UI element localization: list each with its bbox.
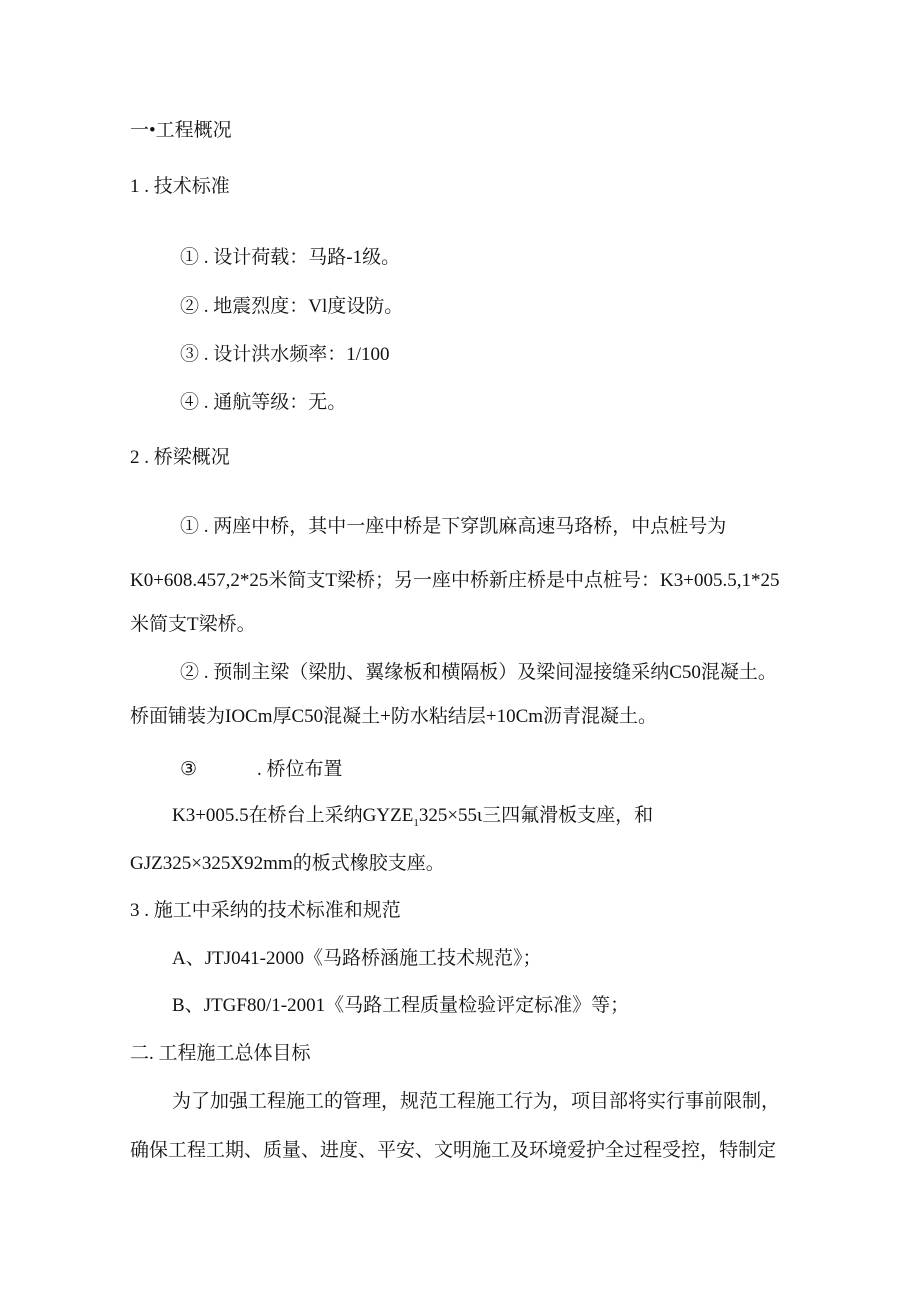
text-span: K3+005.5在桥台上采纳GYZE bbox=[172, 805, 414, 826]
standard-item: ① . 设计荷载：马路-1级。 bbox=[180, 247, 401, 268]
section-1-heading: 一•工程概况 bbox=[130, 120, 232, 141]
paragraph-line: ② . 预制主梁（梁肋、翼缘板和横隔板）及梁间湿接缝采纳C50混凝土。 bbox=[180, 662, 777, 683]
standard-item: ② . 地震烈度：Vl度设防。 bbox=[180, 296, 404, 317]
spec-item: A、JTJ041-2000《马路桥涵施工技术规范》； bbox=[172, 948, 542, 969]
subscript: 1 bbox=[413, 816, 419, 829]
text-span: 325×55ι三四氟滑板支座，和 bbox=[418, 805, 654, 826]
paragraph-line bbox=[172, 804, 653, 835]
paragraph-line: K0+608.457,2*25米简支T梁桥；另一座中桥新庄桥是中点桩号：K3+005.5,1*25 bbox=[130, 570, 780, 591]
spec-item: B、JTGF80/1-2001《马路工程质量检验评定标准》等； bbox=[172, 995, 630, 1016]
subsection-specs: 3 . 施工中采纳的技术标准和规范 bbox=[130, 900, 401, 921]
item-title: . 桥位布置 bbox=[257, 759, 343, 780]
paragraph-heading bbox=[180, 758, 343, 782]
paragraph-line: 确保工程工期、质量、进度、平安、文明施工及环境爱护全过程受控，特制定 bbox=[130, 1140, 777, 1161]
paragraph-line: 米简支T梁桥。 bbox=[130, 614, 256, 635]
standard-item: ④ . 通航等级：无。 bbox=[180, 392, 347, 413]
subsection-bridge-overview: 2 . 桥梁概况 bbox=[130, 447, 230, 468]
section-2-heading: 二. 工程施工总体目标 bbox=[130, 1043, 311, 1064]
paragraph-line: 为了加强工程施工的管理，规范工程施工行为，项目部将实行事前限制， bbox=[172, 1091, 781, 1112]
item-number: ③ bbox=[180, 759, 198, 780]
paragraph-line: 桥面铺装为IOCm厚C50混凝土+防水粘结层+10Cm沥青混凝土。 bbox=[130, 706, 658, 727]
standard-item: ③ . 设计洪水频率：1/100 bbox=[180, 344, 390, 365]
paragraph-line: GJZ325×325X92mm的板式橡胶支座。 bbox=[130, 853, 445, 874]
paragraph-line: ① . 两座中桥，其中一座中桥是下穿凯麻高速马珞桥，中点桩号为 bbox=[180, 516, 727, 537]
subsection-technical-standards: 1 . 技术标准 bbox=[130, 176, 230, 197]
